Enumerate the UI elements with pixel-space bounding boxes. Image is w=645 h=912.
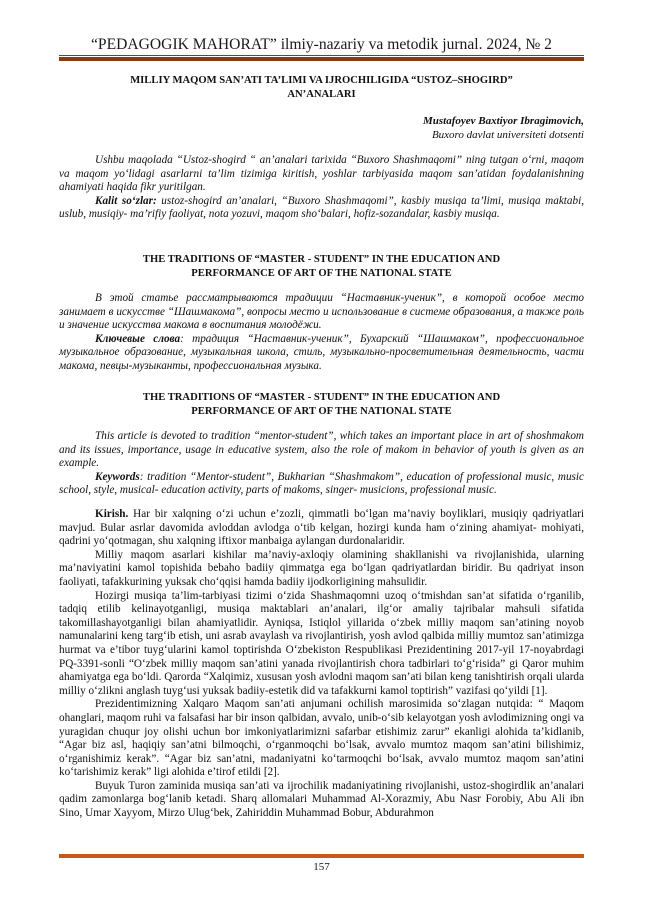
author-block <box>59 115 584 142</box>
title-uz-line1: MILLIY MAQOM SAN’ATI TA’LIMI VA IJROCHILIGIDA “USTOZ–SHOGIRD” <box>130 75 513 86</box>
article-title-ru <box>59 253 584 280</box>
body-paragraph-intro <box>59 508 584 549</box>
body-paragraph: Prezidentimizning Xalqaro Maqom san’ati anjumani ochilish marosimida so‘zlagan nutqida: “ Maqom ohanglari, maqom ruhi va falsafasi har bir inson qalbidan, avvalo, unib-o‘sib kelayotgan yosh avlodimizning ongi va yuragidan chuqur joy olishi uchun bor imkoniyatlarimizni safarbar etishimiz zarur” ekanligi alohida ta’kidlanib, “Agar biz asl, haqiqiy san’atni bilmoqchi, o‘rganmoqchi bo‘lsak, avvalo mumtoz maqom san’atini bilishimiz, o‘rganishimiz kerak”. “Agar biz san’atni, madaniyatni ko‘tarmoqchi bo‘lsak, avvalo mumtoz maqom san’atini ko‘tarishimiz kerak” ligi alohida e’tirof etildi [2]. <box>59 698 584 779</box>
body-paragraph: Buyuk Turon zaminida musiqa san’ati va ijrochilik madaniyatining rivojlanishi, ustoz-shogirdlik an’analari qadim zamonlarga bog‘lanib ketadi. Sharq allomalari Muhammad Al-Xorazmiy, Abu Nasr Forobiy, Abu Ali ibn Sino, Umar Xayyom, Mirzo Ulug‘bek, Zahiriddin Muhammad Bobur, Abdurahmon <box>59 779 584 820</box>
keywords-ru-text: : традиция “Наставник-ученик”, Бухарский “Шашмаком”, профессиональное музыкальное образование, музыкальная школа, стиль, музыкально-просветительная деятельность, части макома, певцы-музыканты, профессиональная музыка. <box>59 332 584 372</box>
journal-header: “PEDAGOGIK MAHORAT” ilmiy-nazariy va metodik jurnal. 2024, № 2 <box>91 36 552 53</box>
intro-text: Har bir xalqning o‘zi uchun e’zozli, qimmatli bo‘lgan ma’naviy boyliklari, musiqiy qadriyatlari mavjud. Bular asrlar davomida avloddan avlodga o‘tib kelgan, hozirgi kunda ham o‘zining ahamiyat- mohiyati, qadrini yo‘qotmagan, shu xalqning iftixor manbaiga aylangan durdonalaridir. <box>59 508 584 548</box>
header-rule-thin <box>59 55 584 56</box>
keywords-ru <box>59 333 584 374</box>
keywords-uz-text: ustoz-shogird an’analari, “Buxoro Shashmaqomi”, kasbiy musiqa ta’limi, musiqa maktabi, uslub, musiqiy- ma’rifiy faoliyat, nota yozuvi, maqom sho‘balari, hofiz-sozandalar, kasbiy musiqa. <box>59 194 584 221</box>
keywords-uz <box>59 195 584 222</box>
title-en-line2: PERFORMANCE OF ART OF THE NATIONAL STATE <box>191 405 452 417</box>
keywords-en-text: : tradition “Mentor-student”, Bukharian “Shashmakom”, education of professional music, music school, style, musical- education activity, parts of makoms, singer- musicions, professional music. <box>59 470 584 497</box>
abstract-en-section <box>59 430 584 498</box>
body-paragraph: Hozirgi musiqa ta’lim-tarbiyasi tizimi o‘zida Shashmaqomni uzoq o‘tmishdan san’at sifatida o‘rganilib, tadqiq etilib kelinayotganligi, musiqa maktablari an’analari, ilg‘or amaliy tajribalar mahsuli sifatida takomillashayotganligi bilan ahamiyatlidir. Ayniqsa, Istiqlol yillarida o‘zbek milliy maqom san’atining noyob namunalarini keng targ‘ib etish, uni asrab avaylash va rivojlantirish, yosh avlod qalbida milliy mumtoz san’atimizga hurmat va e’tibor tuyg‘ularini kamol toptirishda O‘zbekiston Respublikasi Prezidentining 2017-yil 17-noyabrdagi PQ-3391-sonli “O‘zbek milliy maqom san’atini yanada rivojlantirish chora tadbirlari to‘g‘risida” gi Qaror muhim ahamiyatga ega bo‘ldi. Qarorda “Xalqimiz, xususan yosh avlodni maqom san’ati bilan keng tanishtirish orqali ularda milliy o‘zlikni anglash tuyg‘usi yuksak badiiy-estetik did va tafakkurni kamol toptirish” vazifasi qo‘yildi [1]. <box>59 589 584 697</box>
abstract-uz: Ushbu maqolada “Ustoz-shogird “ an’analari tarixida “Buxoro Shashmaqomi” ning tutgan o‘rni, maqom va maqom yo‘lidagi asarlarni ta’lim tizimiga kiritish, yoshlar tarbiyasida maqom san’atidan foydalanishning ahamiyati haqida fikr yuritilgan. <box>59 154 584 194</box>
title-uz-line2: AN’ANALARI <box>287 88 356 100</box>
author-name: Mustafoyev Baxtiyor Ibragimovich, <box>422 115 584 127</box>
abstract-ru-section <box>59 292 584 374</box>
footer-rule <box>59 854 584 858</box>
article-body <box>59 508 584 821</box>
page-number: 157 <box>313 861 330 873</box>
abstract-ru: В этой статье рассматрываются традиции “Наставник-ученик”, в которой особое место занимает в искусстве “Шашмакома”, вопросы место и использование в системе образования, а также роль и значение искусства макома в воспитания молодёжи. <box>59 292 584 332</box>
header-rule-thick <box>59 57 584 61</box>
article-title-en <box>59 391 584 418</box>
title-ru-line2: PERFORMANCE OF ART OF THE NATIONAL STATE <box>191 267 452 279</box>
body-paragraph: Milliy maqom asarlari kishilar ma’naviy-axloqiy olamining shakllanishi va rivojlanishida, ularning ma’naviyatini kamol topishida bebaho badiiy qimmatga ega bo‘lgan qadriyatlardan biridir. Bu qadriyat inson faoliyati, tafakkurining yuksak cho‘qqisi hamda badiiy ijodkorligining mahsulidir. <box>59 548 584 588</box>
keywords-uz-label: Kalit so‘zlar: <box>95 194 157 207</box>
abstract-en: This article is devoted to tradition “mentor-student”, which takes an important place in art of shoshmakom and its issues, importance, usage in educative system, also the role of makom in behavior of youth is given as an example. <box>59 430 584 470</box>
keywords-en-label: Keywords <box>95 470 140 483</box>
title-ru-line1: THE TRADITIONS OF “MASTER - STUDENT” IN THE EDUCATION AND <box>142 254 501 265</box>
article-title-uz <box>59 74 584 101</box>
intro-label: Kirish. <box>95 508 129 520</box>
title-en-line1: THE TRADITIONS OF “MASTER - STUDENT” IN THE EDUCATION AND <box>142 392 501 403</box>
abstract-uz-section <box>59 154 584 222</box>
keywords-en <box>59 471 584 498</box>
author-affiliation: Buxoro davlat universiteti dotsenti <box>431 128 584 141</box>
keywords-ru-label: Ключевые слова <box>95 332 181 345</box>
